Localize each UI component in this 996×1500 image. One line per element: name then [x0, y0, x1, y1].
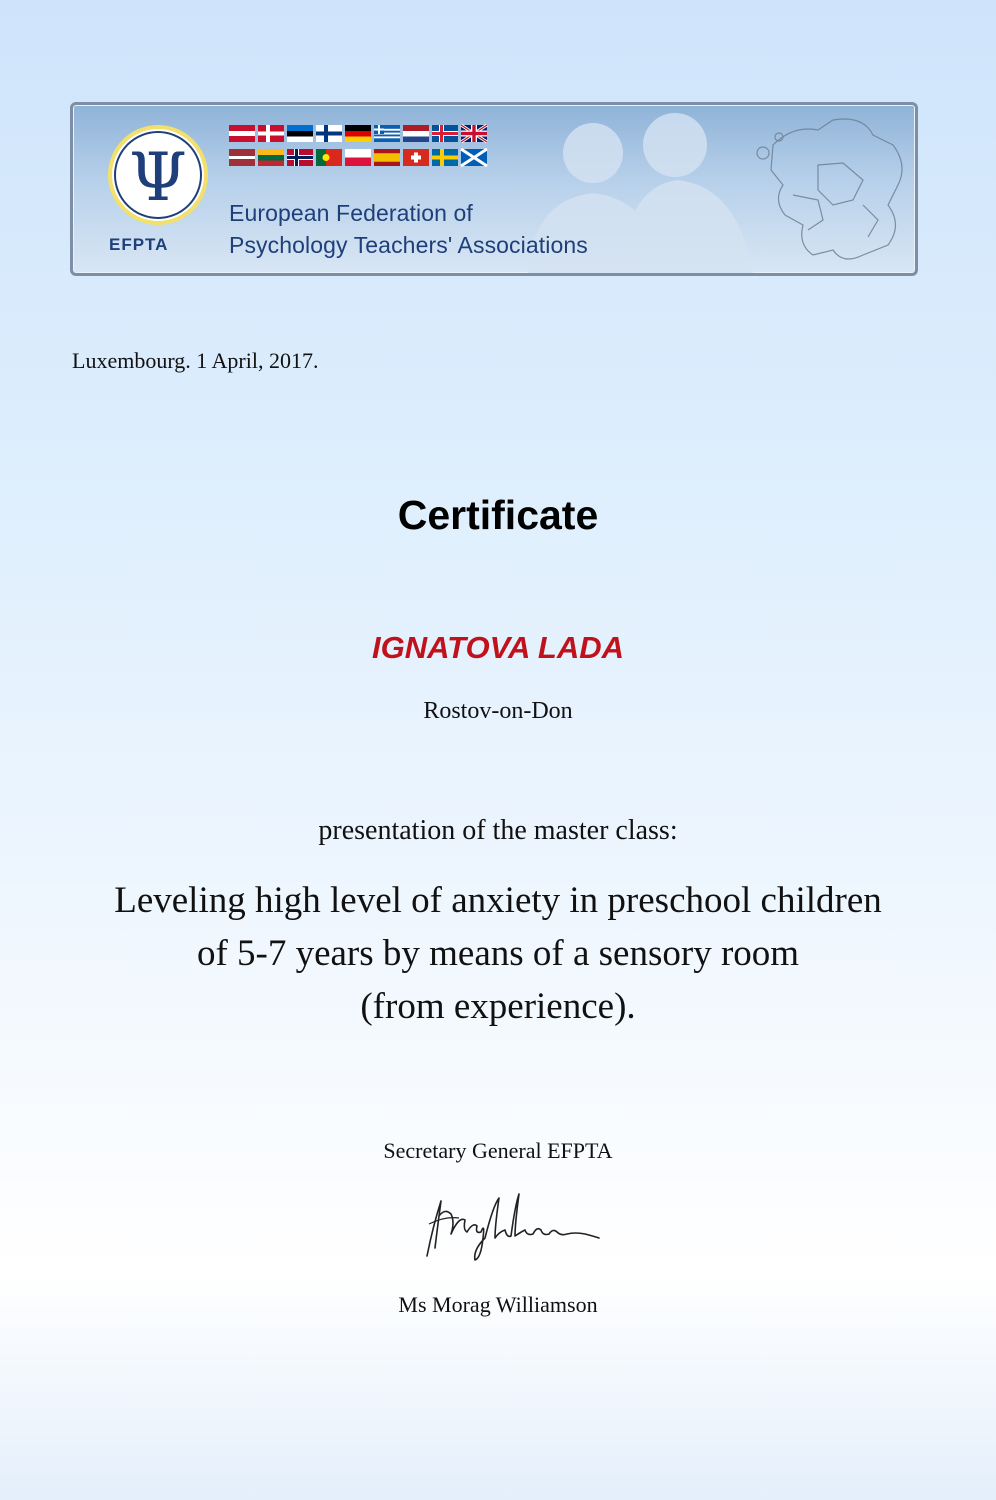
flags-icon [229, 125, 487, 166]
intro-text: presentation of the master class: [318, 815, 678, 846]
recipient-name: IGNATOVA LADA [371, 630, 624, 665]
handwritten-signature [415, 1186, 605, 1266]
recipient-city: Rostov-on-Don [423, 698, 573, 724]
organization-name-line2: Psychology Teachers' Associations [229, 232, 588, 258]
signatory-role: Secretary General EFPTA [383, 1138, 613, 1163]
organization-name [229, 197, 588, 261]
signatory-name: Ms Morag Williamson [398, 1292, 598, 1317]
topic-line3: (from experience). [360, 986, 636, 1027]
efpta-abbreviation: EFPTA [109, 235, 169, 254]
efpta-logo [110, 127, 206, 223]
europe-map-icon [757, 119, 902, 259]
certificate-title: Certificate [397, 492, 599, 538]
organization-name-line1: European Federation of [229, 200, 473, 226]
psi-symbol: Ψ [129, 139, 187, 216]
topic-line2: of 5-7 years by means of a sensory room [196, 933, 800, 974]
topic-line1: Leveling high level of anxiety in preschool children [114, 880, 882, 921]
efpta-banner [70, 102, 918, 276]
place-date: Luxembourg. 1 April, 2017. [72, 348, 319, 373]
master-class-topic [0, 874, 996, 1033]
